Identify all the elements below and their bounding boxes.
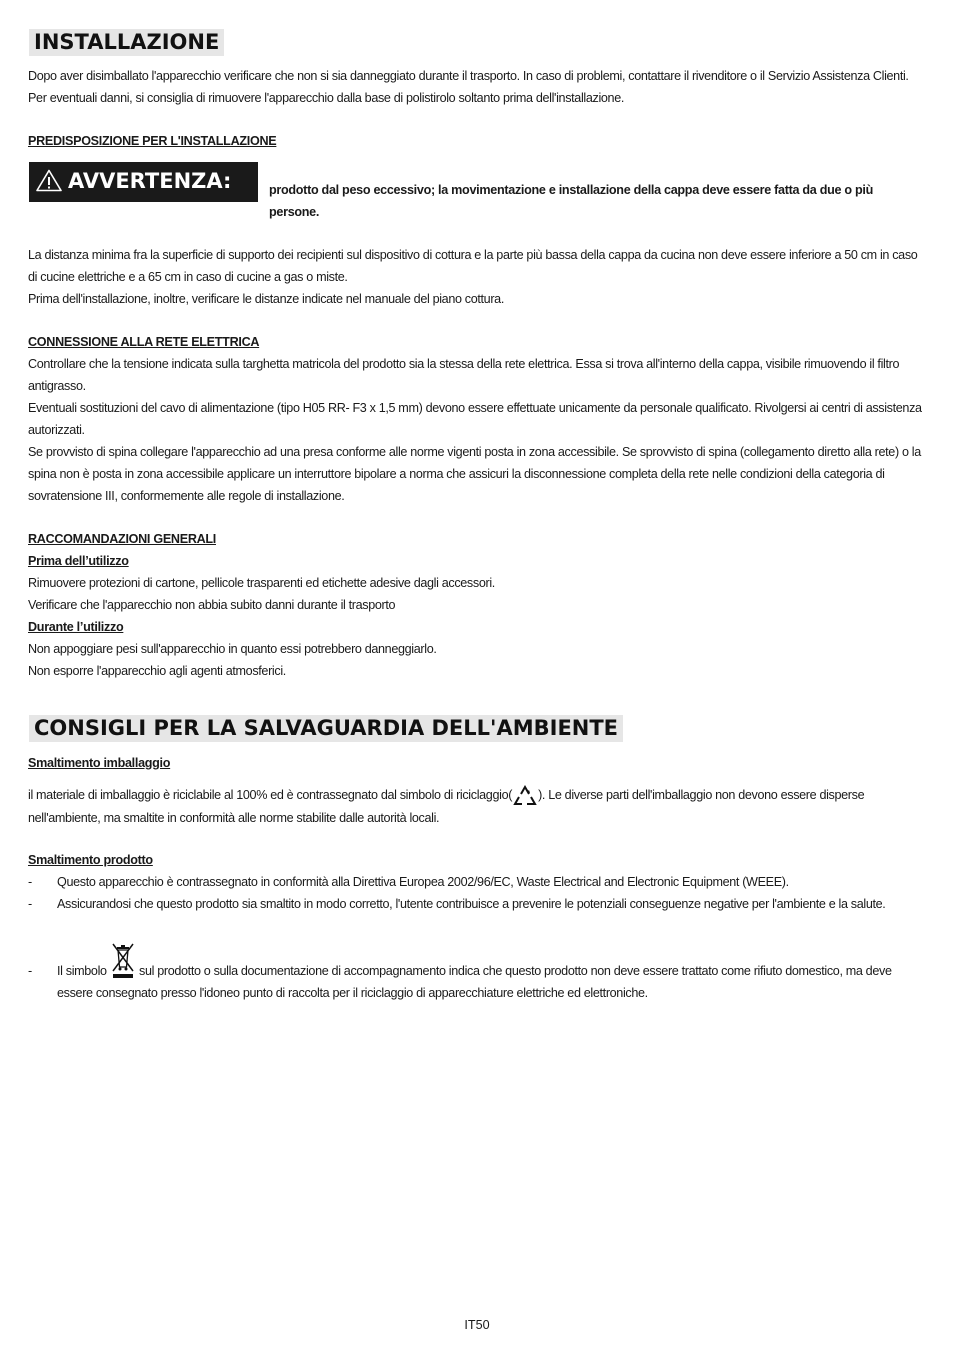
list-item — [28, 960, 924, 1004]
distance-text: La distanza minima fra la superficie di supporto dei recipienti sul dispositivo di cottura e la parte più bassa della cappa da cucina non deve essere inferiore a 50 cm in caso di cucine elettriche e a 65 cm in caso di cucine a gas o miste. — [28, 248, 918, 284]
item3-text-post: sul prodotto o sulla documentazione di accompagnamento indica che questo prodotto non deve essere trattato come rifiuto domestico, ma deve essere consegnato presso l'idoneo punto di raccolta per il riciclaggio di apparecchiature elettriche ed elettroniche. — [57, 964, 892, 1000]
section-title-installazione: INSTALLAZIONE — [29, 29, 224, 56]
heading-connessione: CONNESSIONE ALLA RETE ELETTRICA — [28, 335, 260, 349]
heading-raccomandazioni: RACCOMANDAZIONI GENERALI — [28, 532, 216, 546]
warning-label: AVVERTENZA: — [68, 169, 232, 193]
page-number: IT50 — [464, 1318, 490, 1332]
list-item-text — [57, 960, 924, 1004]
prima-text-1: Rimuovere protezioni di cartone, pellicole trasparenti ed etichette adesive dagli accessori. — [28, 576, 495, 590]
heading-prima-utilizzo: Prima dell’utilizzo — [28, 554, 129, 568]
list-dash: - — [28, 897, 32, 911]
list-dash: - — [28, 964, 32, 978]
section-title-ambiente: CONSIGLI PER LA SALVAGUARDIA DELL'AMBIENTE — [29, 715, 623, 742]
list-item — [28, 871, 924, 893]
heading-durante-utilizzo: Durante l’utilizzo — [28, 620, 124, 634]
heading-smaltimento-imballaggio: Smaltimento imballaggio — [28, 756, 171, 770]
connessione-p1: Controllare che la tensione indicata sulla targhetta matricola del prodotto sia la stessa della rete elettrica. Essa si trova all'interno della cappa, visibile rimuovendo il filtro antigrasso. — [28, 357, 900, 393]
heading-smaltimento-prodotto: Smaltimento prodotto — [28, 853, 153, 867]
imballaggio-text — [28, 784, 928, 829]
warning-text: prodotto dal peso eccessivo; la movimentazione e installazione della cappa deve essere fatta da due o più persone. — [269, 183, 873, 219]
check-distances-text: Prima dell'installazione, inoltre, verificare le distanze indicate nel manuale del piano cottura. — [28, 292, 504, 306]
list-item-text: Questo apparecchio è contrassegnato in conformità alla Direttiva Europea 2002/96/EC, Waste Electrical and Electronic Equipment (WEEE). — [57, 875, 789, 889]
prima-text-2: Verificare che l'apparecchio non abbia subito danni durante il trasporto — [28, 598, 396, 612]
durante-text-1: Non appoggiare pesi sull'apparecchio in quanto essi potrebbero danneggiarlo. — [28, 642, 437, 656]
item3-text-pre: Il simbolo — [57, 964, 107, 978]
imballaggio-text-pre: il materiale di imballaggio è riciclabile al 100% ed è contrassegnato dal simbolo di riciclaggio( — [28, 788, 513, 802]
connessione-p3: Se provvisto di spina collegare l'apparecchio ad una presa conforme alle norme vigenti posta in zona accessibile. Se sprovvisto di spina (collegamento diretto alla rete) o la spina non è posta in zona accessibile applicare un interruttore bipolare a norma che assicuri la disconnessione completa della rete nelle condizioni della categoria di sovratensione III, conformemente alle regole di installazione. — [28, 445, 921, 503]
weee-bin-icon — [110, 941, 136, 979]
warning-box — [29, 162, 258, 202]
connessione-p2: Eventuali sostituzioni del cavo di alimentazione (tipo H05 RR- F3 x 1,5 mm) devono essere effettuate unicamente da personale qualificato. Rivolgersi ai centri di assistenza autorizzati. — [28, 401, 922, 437]
imballaggio-text-post: ). Le diverse parti dell'imballaggio non devono essere disperse nell'ambiente, ma smaltite in conformità alle norme stabilite dalle autorità locali. — [28, 788, 865, 825]
list-item — [28, 893, 924, 937]
recycle-icon — [512, 785, 538, 807]
list-item-text: Assicurandosi che questo prodotto sia smaltito in modo corretto, l'utente contribuisce a prevenire le potenziali conseguenze negative per l'ambiente e la salute. — [57, 897, 886, 911]
warning-triangle-icon — [36, 169, 62, 192]
installazione-intro: Dopo aver disimballato l'apparecchio verificare che non si sia danneggiato durante il trasporto. In caso di problemi, contattare il rivenditore o il Servizio Assistenza Clienti. Per eventuali danni, si consiglia di rimuovere l'apparecchio dalla base di polistirolo soltanto prima dell'installazione. — [28, 69, 909, 105]
list-dash: - — [28, 875, 32, 889]
heading-predisposizione: PREDISPOSIZIONE PER L'INSTALLAZIONE — [28, 134, 277, 148]
durante-text-2: Non esporre l'apparecchio agli agenti atmosferici. — [28, 664, 286, 678]
